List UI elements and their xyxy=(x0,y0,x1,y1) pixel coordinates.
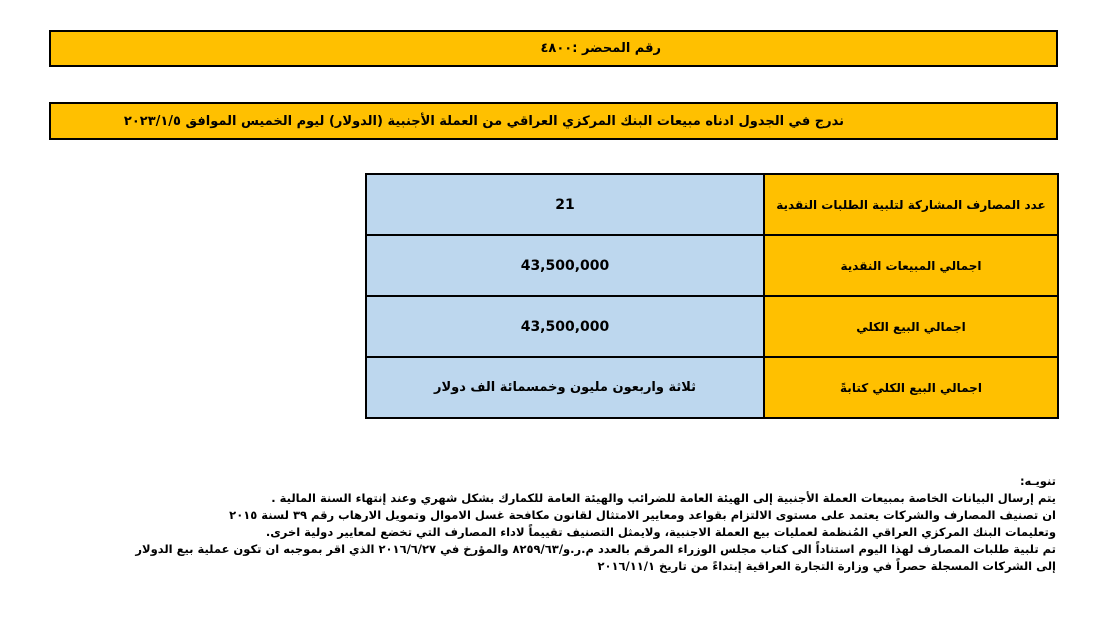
table-row xyxy=(366,357,1058,418)
table-row xyxy=(366,174,1058,235)
table-row xyxy=(366,235,1058,296)
row-label: اجمالي المبيعات النقدية xyxy=(764,235,1058,296)
row-label: اجمالي البيع الكلي xyxy=(764,296,1058,357)
note-line: وتعليمات البنك المركزي العراقي المُنظمة لعمليات بيع العملة الاجنبية، ولايمثل التصنيف تقييماً لاداء المصارف التي تخضع لمعايير دولية اخرى. xyxy=(265,525,1056,539)
note-line: إلى الشركات المسجلة حصراً في وزارة التجارة العراقية إبتداءً من تاريخ ٢٠١٦/١١/١ xyxy=(597,559,1056,573)
minutes-number-bar xyxy=(49,30,1058,67)
row-label: عدد المصارف المشاركة لتلبية الطلبات النقدية xyxy=(764,174,1058,235)
note-line: تم تلبية طلبات المصارف لهذا اليوم استناداً الى كتاب مجلس الوزراء المرقم بالعدد م.ر.و/٨٢٥٩/٦٣ والمؤرخ في ٢٠١٦/٦/٢٧ الذي اقر بموجبه ان تكون عملية بيع الدولار xyxy=(135,542,1056,556)
row-label: اجمالي البيع الكلي كتابةً xyxy=(764,357,1058,418)
row-value: 21 xyxy=(366,174,764,235)
minutes-number: رقم المحضر :٤٨٠٠ xyxy=(540,41,661,56)
row-value: ثلاثة واربعون مليون وخمسمائة الف دولار xyxy=(366,357,764,418)
intro-bar xyxy=(49,102,1058,140)
row-value: 43,500,000 xyxy=(366,235,764,296)
sales-table xyxy=(365,173,1059,419)
note-line: يتم إرسال البيانات الخاصة بمبيعات العملة الأجنبية إلى الهيئة العامة للضرائب والهيئة العامة للكمارك بشكل شهري وعند إنتهاء السنة المالية . xyxy=(271,491,1056,505)
intro-text: ندرج في الجدول ادناه مبيعات البنك المركزي العراقي من العملة الأجنبية (الدولار) ليوم الخميس الموافق ٢٠٢٣/١/٥ xyxy=(123,113,844,129)
table-row xyxy=(366,296,1058,357)
note-line: ان تصنيف المصارف والشركات يعتمد على مستوى الالتزام بقواعد ومعايير الامتثال لقانون مكافحة غسل الاموال وتمويل الارهاب رقم ٣٩ لسنة ٢٠١٥ xyxy=(229,508,1056,522)
notes-section xyxy=(56,473,1056,575)
row-value: 43,500,000 xyxy=(366,296,764,357)
notes-title: تنويـه: xyxy=(1019,474,1056,488)
